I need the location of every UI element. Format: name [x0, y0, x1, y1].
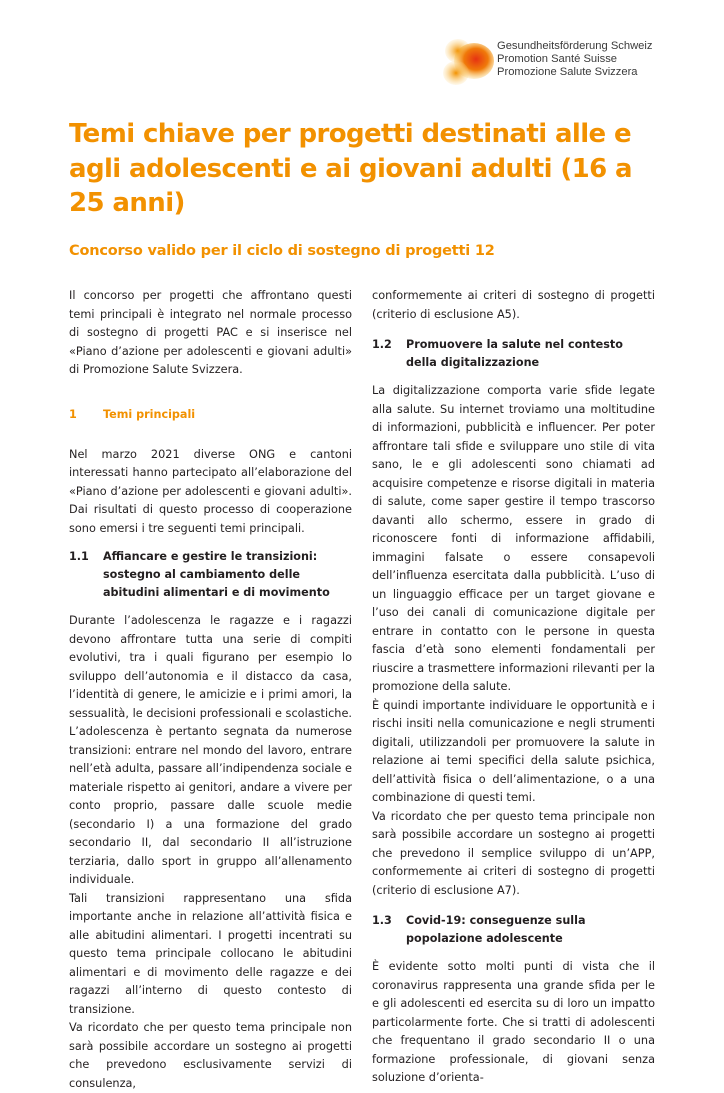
org-name-fr: Promotion Santé Suisse: [497, 53, 618, 65]
page-subtitle: Concorso valido per il ciclo di sostegno di progetti 12: [69, 243, 495, 259]
section-number: 1: [69, 407, 77, 421]
section-title: Promuovere la salute nel contesto della digitalizzazione: [406, 338, 623, 369]
section-1-2-paragraph-1: La digitalizzazione comporta varie sfide legate alla salute. Su internet troviamo una moltitudine di informazioni, pubblicità e influencer. Per poter affrontare tali sfide e sviluppare uno stile di vita sano, le e gli adolescenti sono chiamati ad acquisire competenze e risorse digitali in materia di salute, come saper gestire il tempo trascorso davanti allo schermo, essere in grado di riconoscere fonti di informazione affidabili, immagini falsate o essere consapevoli dell’influenza esercitata dalla pubblicità. L’uso di un linguaggio efficace per un target giovane e l’uso dei canali di comunicazione digitale per entrare in contatto con le persone in questa fascia d’età sono elementi fondamentali per riuscire a trasmettere informazioni rilevanti per la promozione della salute.: [372, 384, 655, 693]
section-number: 1.1: [69, 550, 89, 563]
org-name-de: Gesundheitsförderung Schweiz: [497, 40, 653, 52]
section-title: Temi principali: [103, 407, 196, 421]
section-number: 1.3: [372, 914, 392, 927]
section-1-paragraph: Nel marzo 2021 diverse ONG e cantoni interessati hanno partecipato all’elaborazione del «Piano d’azione per adolescenti e giovani adulti». Dai risultati di questo processo di cooperazione sono emersi i tre seguenti temi principali.: [69, 447, 352, 535]
organization-name: [497, 40, 652, 79]
section-number: 1.2: [372, 338, 392, 351]
left-column: [69, 287, 352, 1093]
section-1-2-heading: [372, 336, 655, 372]
section-1-3-paragraph-1: È evidente sotto molti punti di vista che il coronavirus rappresenta una grande sfida per le e gli adolescenti ed esercita su di loro un impatto particolarmente forte. Che si tratti di adolescenti che frequentano il grado secondario II o una formazione professionale, di giovani senza soluzione d’orienta-: [372, 960, 655, 1084]
section-1-2-paragraph-2: È quindi importante individuare le opportunità e i rischi insiti nella comunicazione e negli strumenti digitali, utilizzandoli per promuovere la salute in relazione ai temi specifici della salute psichica, dell’attività fisica o dell’alimentazione, o a una combinazione di questi temi.: [372, 698, 655, 804]
section-1-1-paragraph-3: Va ricordato che per questo tema principale non sarà possibile accordare un sostegno ai progetti che prevedono esclusivamente servizi di consulenza,: [69, 1021, 352, 1090]
continuation-paragraph: conformemente ai criteri di sostegno di progetti (criterio di esclusione A5).: [372, 289, 655, 321]
intro-paragraph: Il concorso per progetti che affrontano questi temi principali è integrato nel normale processo di sostegno di progetti PAC e si inserisce nel «Piano d’azione per adolescenti e giovani adulti» di Promozione Salute Svizzera.: [69, 289, 352, 376]
section-1-1-heading: [69, 548, 352, 602]
section-title: Covid-19: conseguenze sulla popolazione adolescente: [406, 914, 586, 945]
right-column: [372, 287, 655, 1088]
org-name-it: Promozione Salute Svizzera: [497, 66, 638, 78]
promotion-sante-logo-icon: [438, 34, 498, 89]
section-1-2-paragraph-3: Va ricordato che per questo tema principale non sarà possibile accordare un sostegno ai progetti che prevedono il semplice sviluppo di un’APP, conformemente ai criteri di sostegno di progetti (criterio di esclusione A7).: [372, 809, 655, 897]
section-1-3-heading: [372, 912, 655, 948]
section-1-1-paragraph-1: Durante l’adolescenza le ragazze e i ragazzi devono affrontare tutta una serie di compiti evolutivi, tra i quali figurano per esempio lo sviluppo dell’autonomia e il distacco da casa, l’identità di genere, le amicizie e i primi amori, la sessualità, le decisioni professionali e scolastiche. L’adolescenza è pertanto segnata da numerose transizioni: entrare nel mondo del lavoro, entrare nell’età adulta, passare all’indipendenza sociale e materiale rispetto ai genitori, andare a vivere per conto proprio, passare dalle scuole medie (secondario I) a una formazione del grado secondario II, dal secondario II all’istruzione terziaria, dallo sport in gruppo all’allenamento individuale.: [69, 614, 352, 886]
section-1-1-paragraph-2: Tali transizioni rappresentano una sfida importante anche in relazione all’attività fisica e alle abitudini alimentari. I progetti incentrati su questo tema principale collocano le abitudini alimentari e di movimento delle ragazze e dei ragazzi all’interno di questo contesto di transizione.: [69, 891, 352, 1016]
page-title: Temi chiave per progetti destinati alle e agli adolescenti e ai giovani adulti (16 a 25 anni): [69, 119, 632, 218]
section-title: Affiancare e gestire le transizioni: sostegno al cambiamento delle abitudini alimentari e di movimento: [103, 550, 330, 599]
section-1-heading: [69, 406, 352, 424]
